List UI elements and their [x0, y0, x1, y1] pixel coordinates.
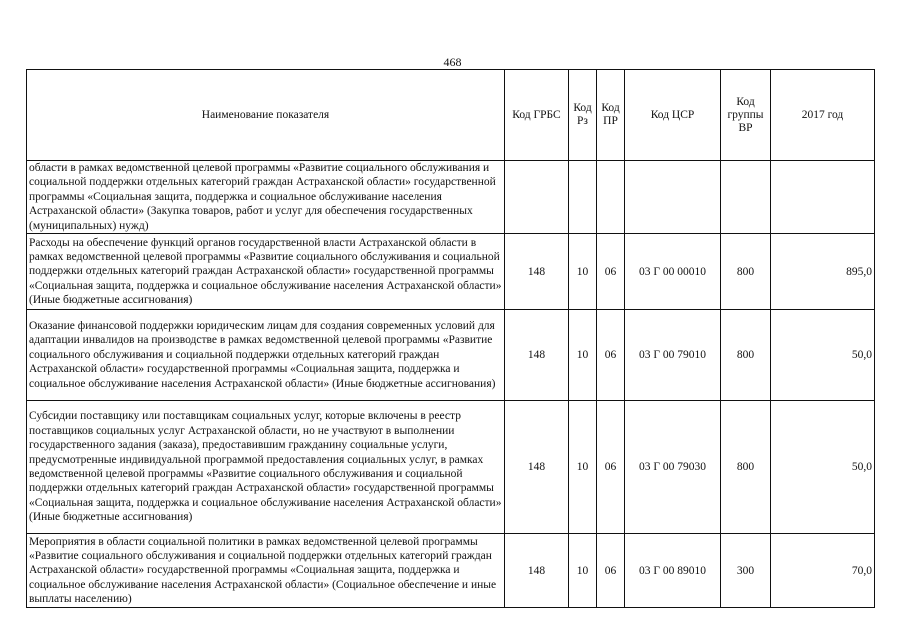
- table-row: [27, 534, 875, 608]
- row-vr: 800: [721, 401, 771, 534]
- row-pr: 06: [597, 401, 625, 534]
- row-amount: 50,0: [771, 401, 875, 534]
- row-csr: 03 Г 00 79030: [625, 401, 721, 534]
- header-year: 2017 год: [771, 70, 875, 161]
- row-name: Расходы на обеспечение функций органов государственной власти Астраханской области в рамках ведомственной целевой программы «Развитие социального обслуживания и социальной поддержки отдельных категорий граждан Астраханской области» государственной программы «Социальная защита, поддержка и социальное обслуживание населения Астраханской области» (Иные бюджетные ассигнования): [27, 234, 505, 310]
- table-header-row: [27, 70, 875, 161]
- header-pr: Код ПР: [597, 70, 625, 161]
- row-vr: [721, 161, 771, 234]
- row-grbs: 148: [505, 401, 569, 534]
- header-rz: Код Рз: [569, 70, 597, 161]
- row-vr: 800: [721, 234, 771, 310]
- row-name: области в рамках ведомственной целевой программы «Развитие социального обслуживания и социальной поддержки отдельных категорий граждан Астраханской области» государственной программы «Социальная защита, поддержка и социальное обслуживание населения Астраханской области» (Закупка товаров, работ и услуг для обеспечения государственных (муниципальных) нужд): [27, 161, 505, 234]
- row-vr: 800: [721, 310, 771, 401]
- row-grbs: 148: [505, 234, 569, 310]
- row-name: Мероприятия в области социальной политики в рамках ведомственной целевой программы «Развитие социального обслуживания и социальной поддержки отдельных категорий граждан Астраханской области» государственной программы «Социальная защита, поддержка и социальное обслуживание населения Астраханской области» (Социальное обеспечение и иные выплаты населению): [27, 534, 505, 608]
- header-csr: Код ЦСР: [625, 70, 721, 161]
- row-amount: 50,0: [771, 310, 875, 401]
- row-amount: 70,0: [771, 534, 875, 608]
- row-rz: 10: [569, 401, 597, 534]
- row-name: Оказание финансовой поддержки юридическим лицам для создания современных условий для адаптации инвалидов на производстве в рамках ведомственной целевой программы «Развитие социального обслуживания и социальной поддержки отдельных категорий граждан Астраханской области» государственной программы «Социальная защита, поддержка и социальное обслуживание населения Астраханской области» (Иные бюджетные ассигнования): [27, 310, 505, 401]
- row-csr: [625, 161, 721, 234]
- row-grbs: 148: [505, 310, 569, 401]
- row-rz: [569, 161, 597, 234]
- header-name: Наименование показателя: [27, 70, 505, 161]
- row-name: Субсидии поставщику или поставщикам социальных услуг, которые включены в реестр поставщиков социальных услуг Астраханской области, но не участвуют в выполнении государственного задания (заказа), предоставившим гражданину социальные услуги, предусмотренные индивидуальной программой предоставления социальных услуг, в рамках ведомственной целевой программы «Развитие социального обслуживания и социальной поддержки отдельных категорий граждан Астраханской области» государственной программы «Социальная защита, поддержка и социальное обслуживание населения Астраханской области» (Иные бюджетные ассигнования): [27, 401, 505, 534]
- row-csr: 03 Г 00 79010: [625, 310, 721, 401]
- table-row: [27, 310, 875, 401]
- row-pr: 06: [597, 234, 625, 310]
- header-vr: Код группы ВР: [721, 70, 771, 161]
- row-amount: 895,0: [771, 234, 875, 310]
- table-row: [27, 234, 875, 310]
- row-csr: 03 Г 00 89010: [625, 534, 721, 608]
- row-rz: 10: [569, 310, 597, 401]
- row-csr: 03 Г 00 00010: [625, 234, 721, 310]
- row-grbs: 148: [505, 534, 569, 608]
- row-vr: 300: [721, 534, 771, 608]
- table-row: [27, 161, 875, 234]
- table-row: [27, 401, 875, 534]
- budget-table: [26, 69, 875, 608]
- row-rz: 10: [569, 534, 597, 608]
- header-grbs: Код ГРБС: [505, 70, 569, 161]
- row-grbs: [505, 161, 569, 234]
- row-pr: 06: [597, 534, 625, 608]
- row-amount: [771, 161, 875, 234]
- row-rz: 10: [569, 234, 597, 310]
- row-pr: [597, 161, 625, 234]
- row-pr: 06: [597, 310, 625, 401]
- page-number: 468: [443, 55, 462, 69]
